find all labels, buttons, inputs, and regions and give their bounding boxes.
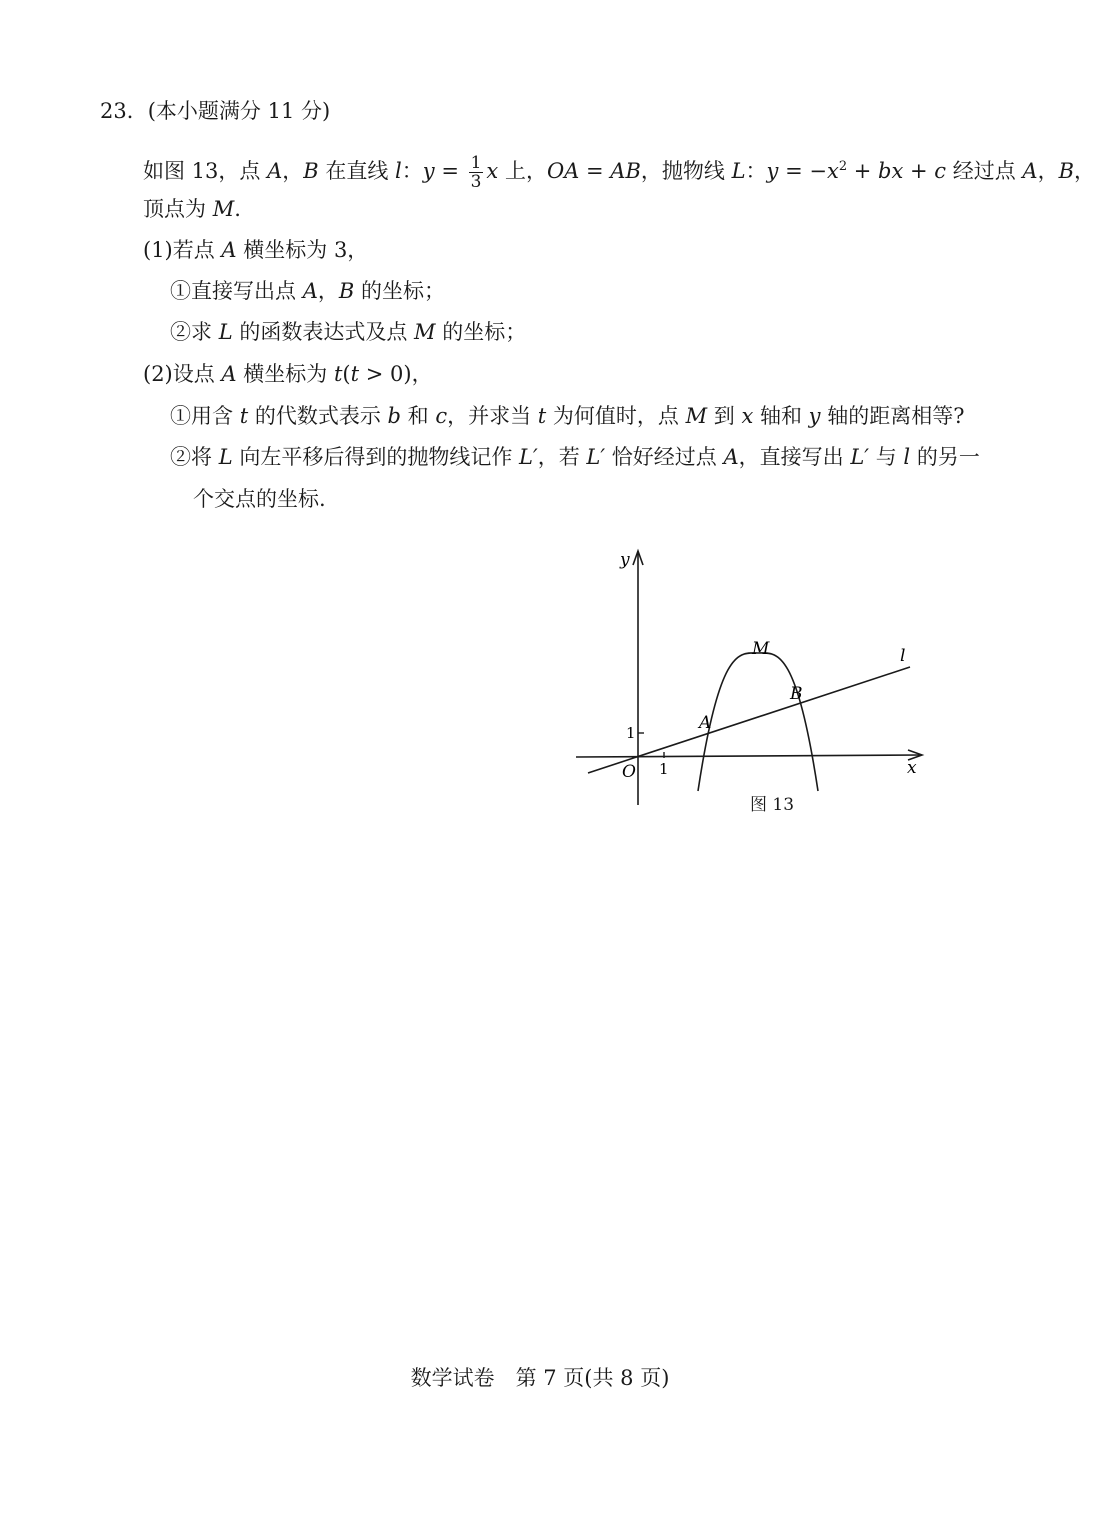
var-A: A <box>302 279 318 303</box>
stem-text: 顶点为 <box>143 197 213 221</box>
figure-caption: 图 13 <box>750 795 795 815</box>
var-L-prime: L′ <box>586 445 606 469</box>
x-tick-label: 1 <box>659 760 669 778</box>
var-OA: OA <box>546 159 580 183</box>
part-text: 横坐标为 3， <box>236 238 369 262</box>
part-text: ①用含 <box>170 404 240 428</box>
var-M: M <box>685 404 708 428</box>
var-y: y <box>766 159 779 183</box>
var-t: t <box>333 362 343 386</box>
part-text: ①直接写出点 <box>170 279 303 303</box>
stem-text: 在直线 <box>318 159 396 183</box>
part-text: 向左平移后得到的抛物线记作 <box>232 445 519 469</box>
y-axis-label: y <box>620 550 630 570</box>
fraction-denominator: 3 <box>470 172 482 192</box>
part-text: ，直接写出 <box>738 445 851 469</box>
part-text: 恰好经过点 <box>605 445 724 469</box>
var-x: x <box>826 159 839 183</box>
part-text: 的坐标； <box>435 320 527 344</box>
part-text: 为何值时，点 <box>546 404 686 428</box>
var-c: c <box>934 159 947 183</box>
part-text: 个交点的坐标. <box>193 487 326 511</box>
y-tick-label: 1 <box>626 724 636 742</box>
var-M: M <box>414 320 436 344</box>
stem-text: = <box>434 159 466 183</box>
fraction-one-third <box>469 154 484 191</box>
part-text: 的函数表达式及点 <box>232 320 414 344</box>
var-L: L <box>731 159 746 183</box>
x-axis-label: x <box>907 758 917 778</box>
var-b: b <box>387 404 401 428</box>
var-M: M <box>212 197 235 221</box>
var-c: c <box>435 404 448 428</box>
part-text: ，若 <box>537 445 587 469</box>
var-t: t <box>350 362 360 386</box>
part-text: ， <box>317 279 339 303</box>
part-text: ( <box>342 362 351 386</box>
point-label-B: B <box>790 684 803 704</box>
part-2-header <box>143 359 433 389</box>
stem-text: 上， <box>498 159 547 183</box>
stem-text: ， <box>1037 159 1059 183</box>
part-1-sub-1 <box>170 276 445 306</box>
var-bx: bx <box>878 159 904 183</box>
var-B: B <box>338 279 355 303</box>
var-B: B <box>303 159 319 183</box>
fraction-numerator: 1 <box>470 153 482 173</box>
var-L-prime: L′ <box>519 445 538 469</box>
part-1-sub-2 <box>170 317 526 347</box>
part-text: 的另一 <box>910 445 980 469</box>
var-B: B <box>1058 159 1075 183</box>
stem-text: . <box>234 197 241 221</box>
parabola-L <box>698 653 818 791</box>
line-label-l: l <box>900 646 906 666</box>
stem-text: ， <box>1074 159 1095 183</box>
part-2-sub-1 <box>170 401 964 431</box>
var-A: A <box>267 159 283 183</box>
var-y: y <box>808 404 821 428</box>
stem-text: + <box>847 159 879 183</box>
vertex-label-M: M <box>752 639 770 659</box>
var-L: L <box>218 320 233 344</box>
stem-text: ，抛物线 <box>640 159 732 183</box>
line-l <box>588 667 910 773</box>
part-text: ②求 <box>170 320 219 344</box>
var-l: l <box>903 445 911 469</box>
stem-text: ， <box>282 159 304 183</box>
part-2-sub-2-continued <box>193 484 326 514</box>
point-label-A: A <box>699 713 712 733</box>
stem-text: ： <box>745 159 767 183</box>
var-A: A <box>221 238 237 262</box>
stem-text: = − <box>778 159 827 183</box>
question-points: (本小题满分 11 分) <box>147 99 331 123</box>
part-text: 和 <box>400 404 436 428</box>
var-L-prime: L′ <box>850 445 870 469</box>
var-A: A <box>1022 159 1038 183</box>
page-footer: 数学试卷 第 7 页(共 8 页) <box>410 1366 670 1390</box>
part-text: (2)设点 <box>143 362 222 386</box>
var-y: y <box>422 159 435 183</box>
stem-text: 经过点 <box>946 159 1023 183</box>
var-L: L <box>218 445 233 469</box>
part-text: 横坐标为 <box>236 362 334 386</box>
question-header <box>100 96 330 126</box>
var-t: t <box>537 404 547 428</box>
var-AB: AB <box>610 159 641 183</box>
var-x: x <box>741 404 754 428</box>
part-text: 的坐标； <box>354 279 445 303</box>
part-1-header <box>143 235 368 265</box>
var-l: l <box>395 159 402 183</box>
part-text: (1)若点 <box>143 238 222 262</box>
part-text: > 0)， <box>359 362 433 386</box>
part-text: 的代数式表示 <box>248 404 388 428</box>
question-stem-line-1 <box>143 152 1095 191</box>
stem-text: + <box>903 159 935 183</box>
figure-13 <box>570 545 930 815</box>
var-t: t <box>239 404 249 428</box>
var-x: x <box>486 159 499 183</box>
stem-text: ： <box>401 159 423 183</box>
part-text: 与 <box>869 445 904 469</box>
part-text: 轴和 <box>753 404 809 428</box>
part-text: 轴的距离相等? <box>820 404 965 428</box>
question-number: 23． <box>100 99 148 123</box>
stem-text: = <box>579 159 611 183</box>
part-text: ②将 <box>170 445 219 469</box>
stem-text: 如图 13，点 <box>143 159 268 183</box>
var-A: A <box>221 362 237 386</box>
origin-label: O <box>622 762 636 782</box>
question-stem-line-2 <box>143 194 241 224</box>
exponent: 2 <box>838 159 848 174</box>
x-axis <box>576 755 920 757</box>
part-text: 到 <box>707 404 742 428</box>
var-A: A <box>723 445 739 469</box>
part-2-sub-2 <box>170 442 980 472</box>
part-text: ，并求当 <box>447 404 538 428</box>
